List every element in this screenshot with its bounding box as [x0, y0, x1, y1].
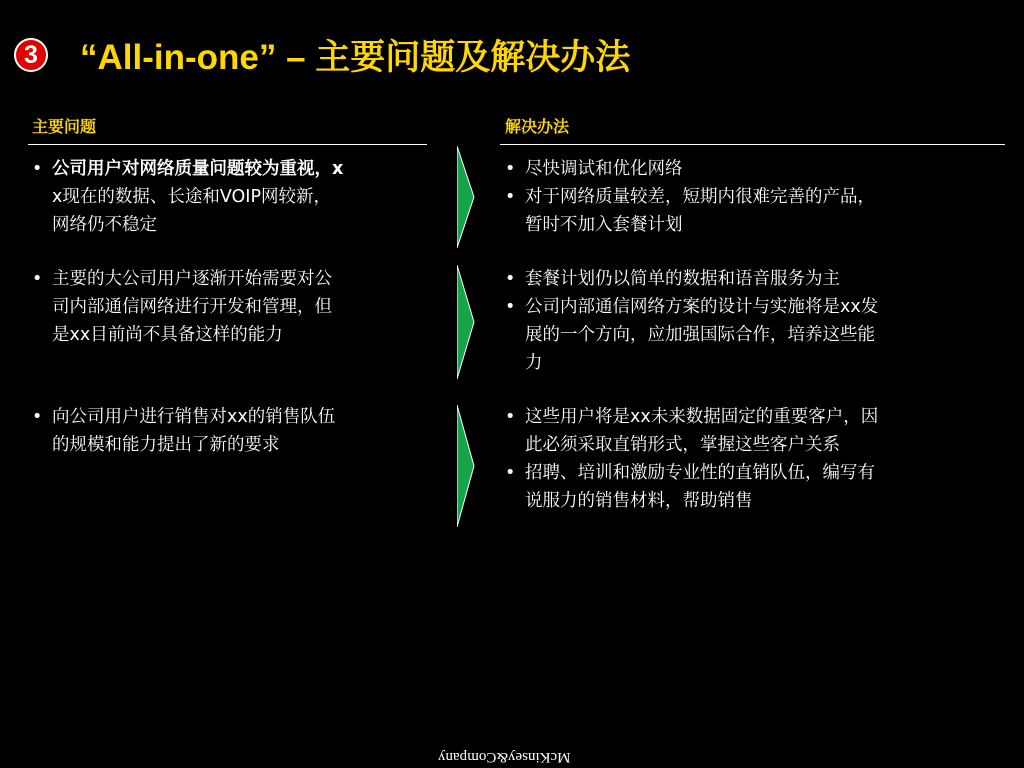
solution-3-1: [503, 403, 1003, 459]
solution-1-1: [503, 155, 1003, 183]
solution-2-1-line-1: 套餐计划仍以简单的数据和语音服务为主: [525, 269, 840, 289]
problem-2-line-3: 是xx目前尚不具备这样的能力: [52, 325, 283, 345]
solution-2-2-line-3: 力: [525, 353, 543, 373]
solution-3-1-line-2: 此必须采取直销形式，掌握这些客户关系: [525, 435, 840, 455]
solution-2-2-line-1: 公司内部通信网络方案的设计与实施将是xx发: [525, 297, 879, 317]
chevron-arrow-icon: [457, 405, 475, 527]
problem-block-1: [30, 155, 450, 239]
solution-3-2: [503, 459, 1003, 515]
solution-2-2-line-2: 展的一个方向，应加强国际合作，培养这些能: [525, 325, 875, 345]
section-number-badge: 3: [14, 38, 48, 72]
solutions-header: 解决办法: [505, 117, 570, 136]
problem-1-line-3: 网络仍不稳定: [52, 215, 157, 235]
chevron-arrow-icon: [457, 265, 475, 379]
slide-title: “All-in-one” – 主要问题及解决办法: [80, 38, 631, 77]
problem-item-3: [30, 403, 450, 459]
problem-block-2: [30, 265, 450, 349]
problem-item-2: [30, 265, 450, 349]
solution-1-2-line-1: 对于网络质量较差，短期内很难完善的产品，: [525, 187, 875, 207]
chevron-arrow-icon: [457, 146, 475, 248]
problem-2-line-1: 主要的大公司用户逐渐开始需要对公: [52, 269, 332, 289]
problem-item-1: [30, 155, 450, 239]
solution-block-1: [503, 155, 1003, 239]
solution-3-1-line-1: 这些用户将是xx未来数据固定的重要客户，因: [525, 407, 879, 427]
solution-2-2: [503, 293, 1003, 377]
solution-1-1-line-1: 尽快调试和优化网络: [525, 159, 683, 179]
problem-3-line-2: 的规模和能力提出了新的要求: [52, 435, 280, 455]
solution-block-3: [503, 403, 1003, 515]
problems-header-rule: [28, 144, 427, 145]
problem-1-line-1: 公司用户对网络质量问题较为重视，x: [52, 159, 344, 179]
problem-block-3: [30, 403, 450, 459]
solution-block-2: [503, 265, 1003, 377]
solution-1-2: [503, 183, 1003, 239]
solutions-header-rule: [500, 144, 1005, 145]
solution-1-2-line-2: 暂时不加入套餐计划: [525, 215, 683, 235]
problem-2-line-2: 司内部通信网络进行开发和管理，但: [52, 297, 332, 317]
solution-3-2-line-1: 招聘、培训和激励专业性的直销队伍，编写有: [525, 463, 875, 483]
solution-3-2-line-2: 说服力的销售材料，帮助销售: [525, 491, 753, 511]
solution-2-1: [503, 265, 1003, 293]
company-footer-logo: McKinsey&Company: [438, 749, 571, 765]
title-row: [14, 30, 630, 80]
problems-header: 主要问题: [32, 117, 97, 136]
problem-1-line-2: x现在的数据、长途和VOIP网较新，: [52, 187, 332, 207]
problem-3-line-1: 向公司用户进行销售对xx的销售队伍: [52, 407, 336, 427]
